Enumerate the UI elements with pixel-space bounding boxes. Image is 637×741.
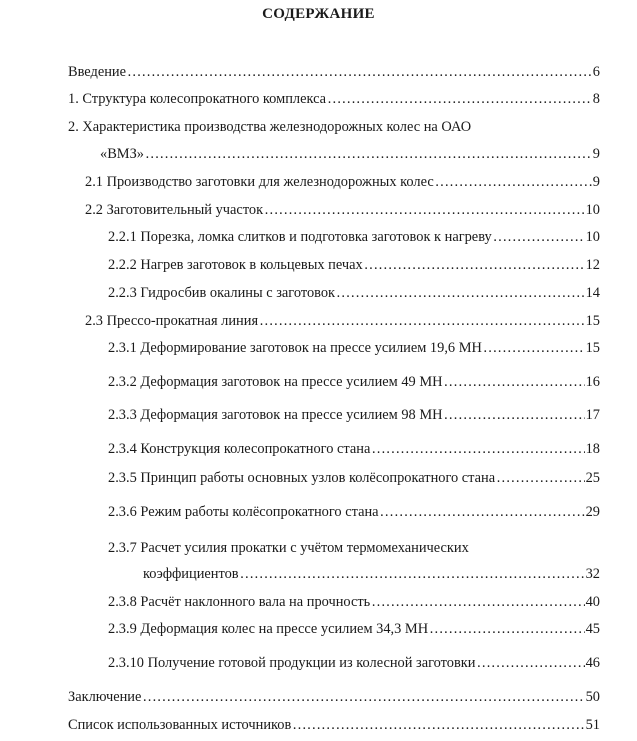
toc-entry-2-3[interactable] bbox=[85, 312, 600, 330]
toc-leader-dots bbox=[327, 90, 592, 108]
toc-leader-dots bbox=[364, 256, 585, 274]
toc-entry-title: Заключение bbox=[68, 689, 142, 705]
toc-page-number: 16 bbox=[585, 374, 600, 390]
toc-entry-title: 2.3.9 Деформация колес на прессе усилием 34,3 МН bbox=[108, 621, 429, 637]
toc-leader-dots bbox=[371, 440, 584, 458]
toc-entry-title-line2: «ВМЗ» bbox=[100, 146, 144, 162]
toc-leader-dots bbox=[476, 654, 584, 672]
toc-entry-2-2-3[interactable] bbox=[108, 284, 600, 302]
toc-leader-dots bbox=[496, 469, 584, 487]
toc-entry-conclusion[interactable] bbox=[68, 688, 600, 706]
toc-entry-title: 2.3.8 Расчёт наклонного вала на прочность bbox=[108, 594, 371, 610]
toc-page-number: 10 bbox=[585, 229, 600, 245]
toc-entry-2-3-7[interactable] bbox=[108, 539, 600, 585]
toc-leader-dots bbox=[444, 406, 585, 424]
toc-leader-dots bbox=[371, 593, 584, 611]
toc-leader-dots bbox=[380, 503, 585, 521]
toc-page-number: 29 bbox=[585, 504, 600, 520]
toc-page-number: 12 bbox=[585, 257, 600, 273]
toc-leader-dots bbox=[264, 201, 585, 219]
toc-entry-introduction[interactable] bbox=[68, 63, 600, 81]
toc-entry-title: 2.3.10 Получение готовой продукции из колесной заготовки bbox=[108, 655, 476, 671]
toc-page-number: 8 bbox=[592, 91, 600, 107]
toc-entry-title-line1: 2.3.7 Расчет усилия прокатки с учётом термомеханических bbox=[108, 540, 469, 556]
toc-entry-title: 2.1 Производство заготовки для железнодорожных колес bbox=[85, 174, 434, 190]
toc-page-number: 14 bbox=[585, 285, 600, 301]
toc-page-number: 10 bbox=[585, 202, 600, 218]
toc-page-number: 50 bbox=[585, 689, 600, 705]
page-title: СОДЕРЖАНИЕ bbox=[262, 6, 375, 22]
toc-entry-references[interactable] bbox=[68, 716, 600, 734]
toc-entry-title: Введение bbox=[68, 64, 127, 80]
toc-page-number: 6 bbox=[592, 64, 600, 80]
toc-entry-title: 2.3.5 Принцип работы основных узлов колёсопрокатного стана bbox=[108, 470, 496, 486]
toc-entry-title: 1. Структура колесопрокатного комплекса bbox=[68, 91, 327, 107]
toc-entry-title: 2.3.4 Конструкция колесопрокатного стана bbox=[108, 441, 371, 457]
toc-leader-dots bbox=[435, 173, 592, 191]
toc-leader-dots bbox=[444, 373, 585, 391]
toc-entry-2-3-1[interactable] bbox=[108, 339, 600, 357]
toc-page-number: 15 bbox=[585, 340, 600, 356]
toc-entry-title: 2.3.3 Деформация заготовок на прессе усилием 98 МН bbox=[108, 407, 443, 423]
toc-entry-2-3-6[interactable] bbox=[108, 503, 600, 521]
toc-page-number: 40 bbox=[585, 594, 600, 610]
toc-entry-2-3-2[interactable] bbox=[108, 373, 600, 391]
toc-leader-dots bbox=[483, 339, 585, 357]
toc-entry-line2 bbox=[143, 565, 600, 583]
toc-leader-dots bbox=[259, 312, 585, 330]
toc-entry-title: 2.3.2 Деформация заготовок на прессе усилием 49 МН bbox=[108, 374, 443, 390]
toc-entry-title: 2.2.1 Порезка, ломка слитков и подготовка заготовок к нагреву bbox=[108, 229, 492, 245]
toc-page-number: 17 bbox=[585, 407, 600, 423]
toc-leader-dots bbox=[127, 63, 592, 81]
toc-entry-title: 2.3.1 Деформирование заготовок на прессе усилием 19,6 МН bbox=[108, 340, 482, 356]
toc-entry-title-line2: коэффициентов bbox=[143, 566, 239, 582]
toc-leader-dots bbox=[240, 565, 585, 583]
toc-entry-1[interactable] bbox=[68, 90, 600, 108]
toc-page-number: 9 bbox=[592, 146, 600, 162]
toc-entry-title: 2.2.2 Нагрев заготовок в кольцевых печах bbox=[108, 257, 363, 273]
toc-leader-dots bbox=[429, 620, 584, 638]
toc-entry-2-3-3[interactable] bbox=[108, 406, 600, 424]
toc-leader-dots bbox=[145, 145, 592, 163]
toc-entry-2-3-4[interactable] bbox=[108, 440, 600, 458]
toc-leader-dots bbox=[493, 228, 585, 246]
toc-page-number: 32 bbox=[585, 566, 600, 582]
toc-entry-2[interactable] bbox=[68, 118, 600, 164]
toc-leader-dots bbox=[336, 284, 585, 302]
toc-entry-2-2-2[interactable] bbox=[108, 256, 600, 274]
toc-entry-2-2[interactable] bbox=[85, 201, 600, 219]
toc-entry-title: 2.2 Заготовительный участок bbox=[85, 202, 264, 218]
toc-entry-title-line1: 2. Характеристика производства железнодорожных колес на ОАО bbox=[68, 119, 472, 135]
toc-entry-title: Список использованных источников bbox=[68, 717, 292, 733]
toc-entry-2-3-9[interactable] bbox=[108, 620, 600, 638]
toc-entry-2-2-1[interactable] bbox=[108, 228, 600, 246]
toc-entry-2-3-8[interactable] bbox=[108, 593, 600, 611]
toc-page-number: 18 bbox=[585, 441, 600, 457]
toc-page-number: 51 bbox=[585, 717, 600, 733]
toc-page-number: 46 bbox=[585, 655, 600, 671]
toc-page-number: 9 bbox=[592, 174, 600, 190]
toc-page-number: 25 bbox=[585, 470, 600, 486]
toc-leader-dots bbox=[142, 688, 584, 706]
toc-entry-line2 bbox=[100, 145, 600, 163]
toc-entry-2-3-10[interactable] bbox=[108, 654, 600, 672]
toc-entry-title: 2.3.6 Режим работы колёсопрокатного стана bbox=[108, 504, 379, 520]
toc-entry-2-1[interactable] bbox=[85, 173, 600, 191]
toc-entry-title: 2.3 Прессо-прокатная линия bbox=[85, 313, 259, 329]
toc-entry-title: 2.2.3 Гидросбив окалины с заготовок bbox=[108, 285, 336, 301]
toc-page-number: 45 bbox=[585, 621, 600, 637]
toc-page-number: 15 bbox=[585, 313, 600, 329]
toc-leader-dots bbox=[292, 716, 584, 734]
toc-entry-2-3-5[interactable] bbox=[108, 469, 600, 487]
